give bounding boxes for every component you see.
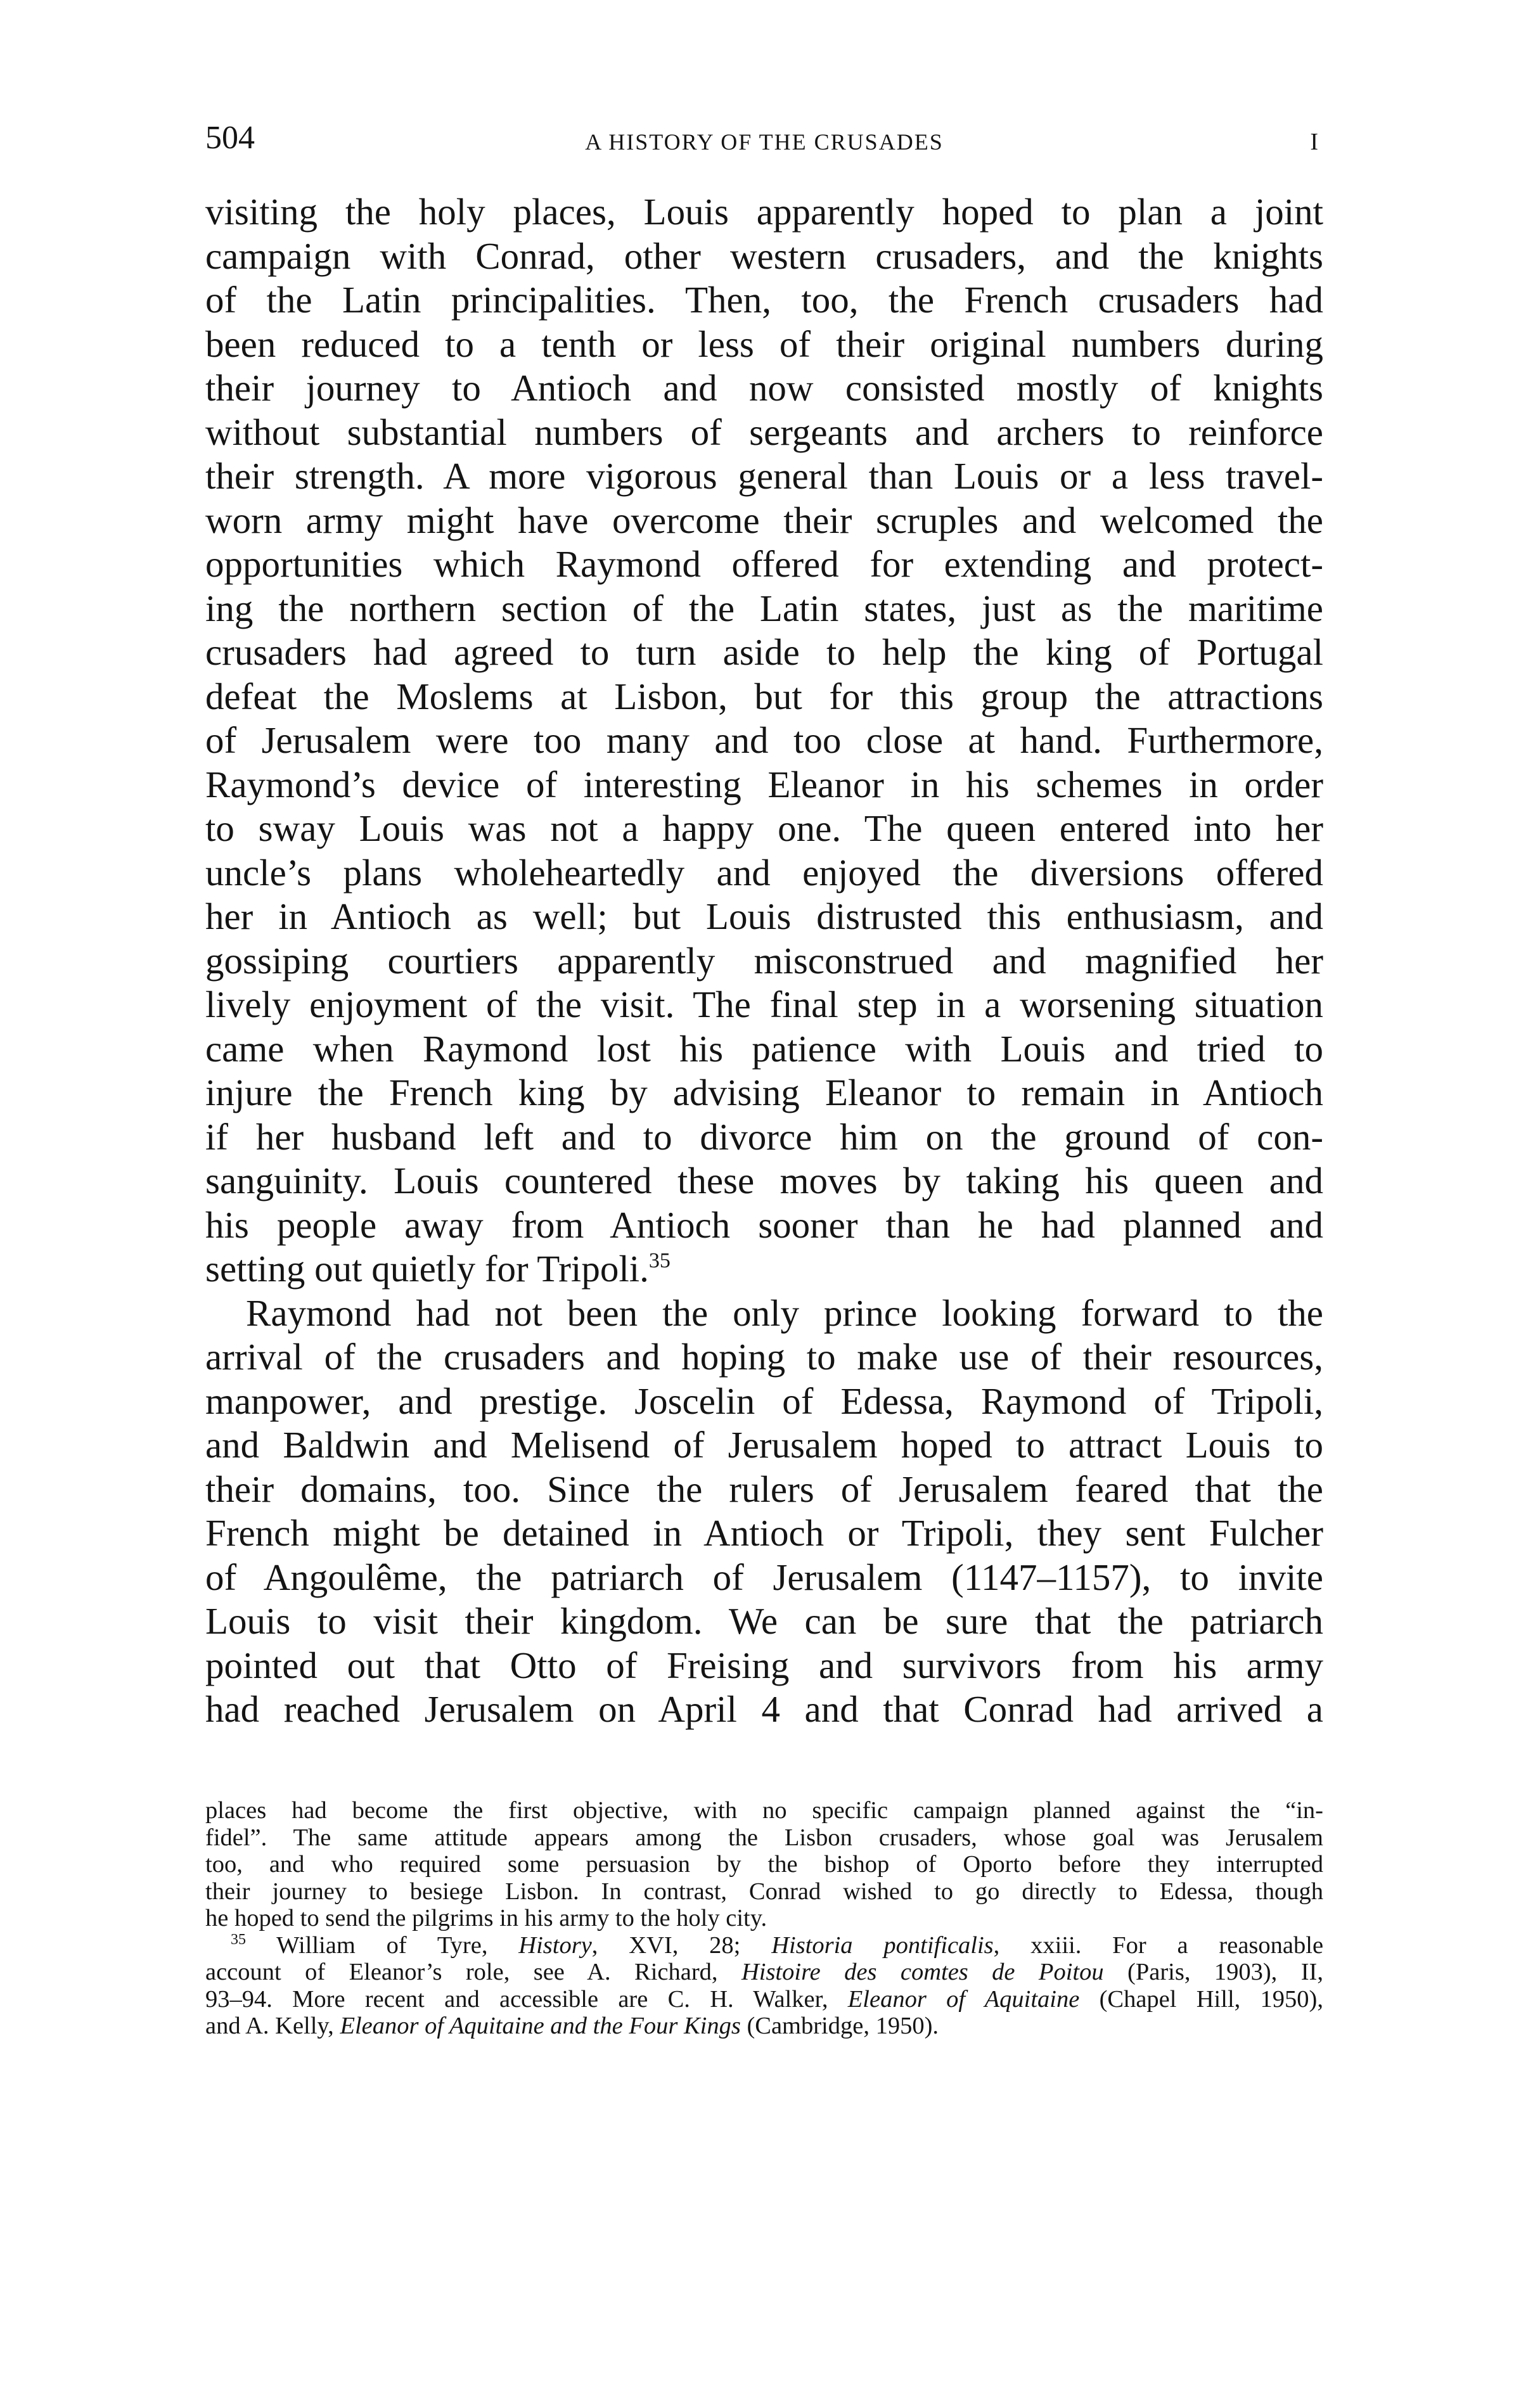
text-line: French might be detained in Antioch or Tripoli, they sent Fulcher	[205, 1512, 1323, 1554]
text-line: lively enjoyment of the visit. The final step in a worsening situation	[205, 983, 1323, 1025]
text-line: pointed out that Otto of Freising and survivors from his army	[205, 1644, 1323, 1686]
text-line: gossiping courtiers apparently misconstrued and magnified her	[205, 939, 1323, 982]
text-line: of Jerusalem were too many and too close at hand. Furthermore,	[205, 719, 1323, 761]
text-line: of the Latin principalities. Then, too, the French crusaders had	[205, 279, 1323, 321]
footnote-text: , xxiii. For a reasonable	[993, 1931, 1324, 1959]
citation-title: History	[518, 1931, 592, 1959]
footnote-text: and A. Kelly,	[205, 2013, 340, 2039]
footnote-text: (Cambridge, 1950).	[740, 2013, 939, 2039]
paragraph-first-line: Raymond had not been the only prince looking forward to the	[246, 1291, 1323, 1334]
footnote-line: places had become the first objective, with no specific campaign planned against the “in-	[205, 1797, 1323, 1824]
footnote-text: , XVI, 28;	[591, 1931, 772, 1959]
text-line: sanguinity. Louis countered these moves by taking his queen and	[205, 1160, 1323, 1201]
running-head-title: A HISTORY OF THE CRUSADES	[585, 129, 944, 155]
citation-title: Eleanor of Aquitaine	[847, 1985, 1080, 2013]
footnote-reference: 35	[648, 1249, 671, 1272]
text-line: worn army might have overcome their scruples and welcomed the	[205, 499, 1323, 541]
text-line-content: setting out quietly for Tripoli.	[205, 1248, 649, 1290]
citation-title: Historia pontificalis	[771, 1931, 994, 1959]
text-line: injure the French king by advising Eleanor to remain in Antioch	[205, 1072, 1323, 1113]
footnote-line: he hoped to send the pilgrims in his army to the holy city.	[205, 1905, 767, 1931]
text-line: Louis to visit their kingdom. We can be sure that the patriarch	[205, 1600, 1323, 1642]
text-line: campaign with Conrad, other western crusaders, and the knights	[205, 234, 1323, 277]
footnote-line: too, and who required some persuasion by the bishop of Oporto before they interrupted	[205, 1851, 1323, 1878]
chapter-number: I	[1310, 129, 1318, 155]
text-line: been reduced to a tenth or less of their original numbers during	[205, 323, 1323, 365]
text-line: their journey to Antioch and now consisted mostly of knights	[205, 367, 1323, 409]
text-line: and Baldwin and Melisend of Jerusalem hoped to attract Louis to	[205, 1424, 1323, 1466]
text-line: his people away from Antioch sooner than he had planned and	[205, 1203, 1323, 1246]
text-line: their strength. A more vigorous general than Louis or a less travel-	[205, 455, 1323, 497]
text-line: without substantial numbers of sergeants and archers to reinforce	[205, 411, 1323, 453]
text-line: their domains, too. Since the rulers of Jerusalem feared that the	[205, 1468, 1323, 1510]
footnote-line: fidel”. The same attitude appears among the Lisbon crusaders, whose goal was Jerusalem	[205, 1824, 1323, 1851]
paragraph-end-line	[205, 1247, 1323, 1291]
footnote-text: (Chapel Hill, 1950),	[1079, 1985, 1323, 2013]
text-line: Raymond’s device of interesting Eleanor in his schemes in order	[205, 763, 1323, 805]
text-line: visiting the holy places, Louis apparently hoped to plan a joint	[205, 191, 1323, 233]
footnote-35-line	[205, 1986, 1323, 2013]
text-line: had reached Jerusalem on April 4 and that Conrad had arrived a	[205, 1688, 1323, 1730]
text-line: to sway Louis was not a happy one. The queen entered into her	[205, 807, 1323, 849]
footnote-text: 93–94. More recent and accessible are C. H. Walker,	[205, 1985, 848, 2013]
text-line: uncle’s plans wholeheartedly and enjoyed the diversions offered	[205, 851, 1323, 893]
running-header	[205, 119, 1323, 157]
text-line: her in Antioch as well; but Louis distrusted this enthusiasm, and	[205, 895, 1323, 937]
text-line: crusaders had agreed to turn aside to help the king of Portugal	[205, 631, 1323, 673]
footnote-number: 35	[231, 1931, 246, 1948]
footnote-35-line	[205, 1959, 1323, 1986]
citation-title: Eleanor of Aquitaine and the Four Kings	[340, 2013, 741, 2039]
body-text	[205, 190, 1323, 1732]
text-line: opportunities which Raymond offered for extending and protect-	[205, 543, 1323, 585]
citation-title: Histoire des comtes de Poitou	[741, 1959, 1104, 1985]
footnote-35-line	[205, 2013, 1323, 2040]
footnote-35-line	[205, 1932, 1323, 1959]
text-line: came when Raymond lost his patience with Louis and tried to	[205, 1027, 1323, 1070]
page-number: 504	[205, 120, 255, 156]
footnote-text: William of Tyre,	[276, 1931, 519, 1959]
text-line: defeat the Moslems at Lisbon, but for this group the attractions	[205, 675, 1323, 717]
text-line: ing the northern section of the Latin states, just as the maritime	[205, 587, 1323, 629]
footnote-text: (Paris, 1903), II,	[1103, 1959, 1323, 1985]
text-line: manpower, and prestige. Joscelin of Edessa, Raymond of Tripoli,	[205, 1380, 1323, 1422]
text-line: if her husband left and to divorce him on the ground of con-	[205, 1115, 1323, 1158]
text-line: arrival of the crusaders and hoping to make use of their resources,	[205, 1336, 1323, 1378]
footnote-text: account of Eleanor’s role, see A. Richard,	[205, 1959, 741, 1985]
footnotes	[205, 1797, 1323, 2040]
footnote-line: their journey to besiege Lisbon. In contrast, Conrad wished to go directly to Edessa, though	[205, 1878, 1323, 1905]
text-line: of Angoulême, the patriarch of Jerusalem (1147–1157), to invite	[205, 1556, 1323, 1598]
